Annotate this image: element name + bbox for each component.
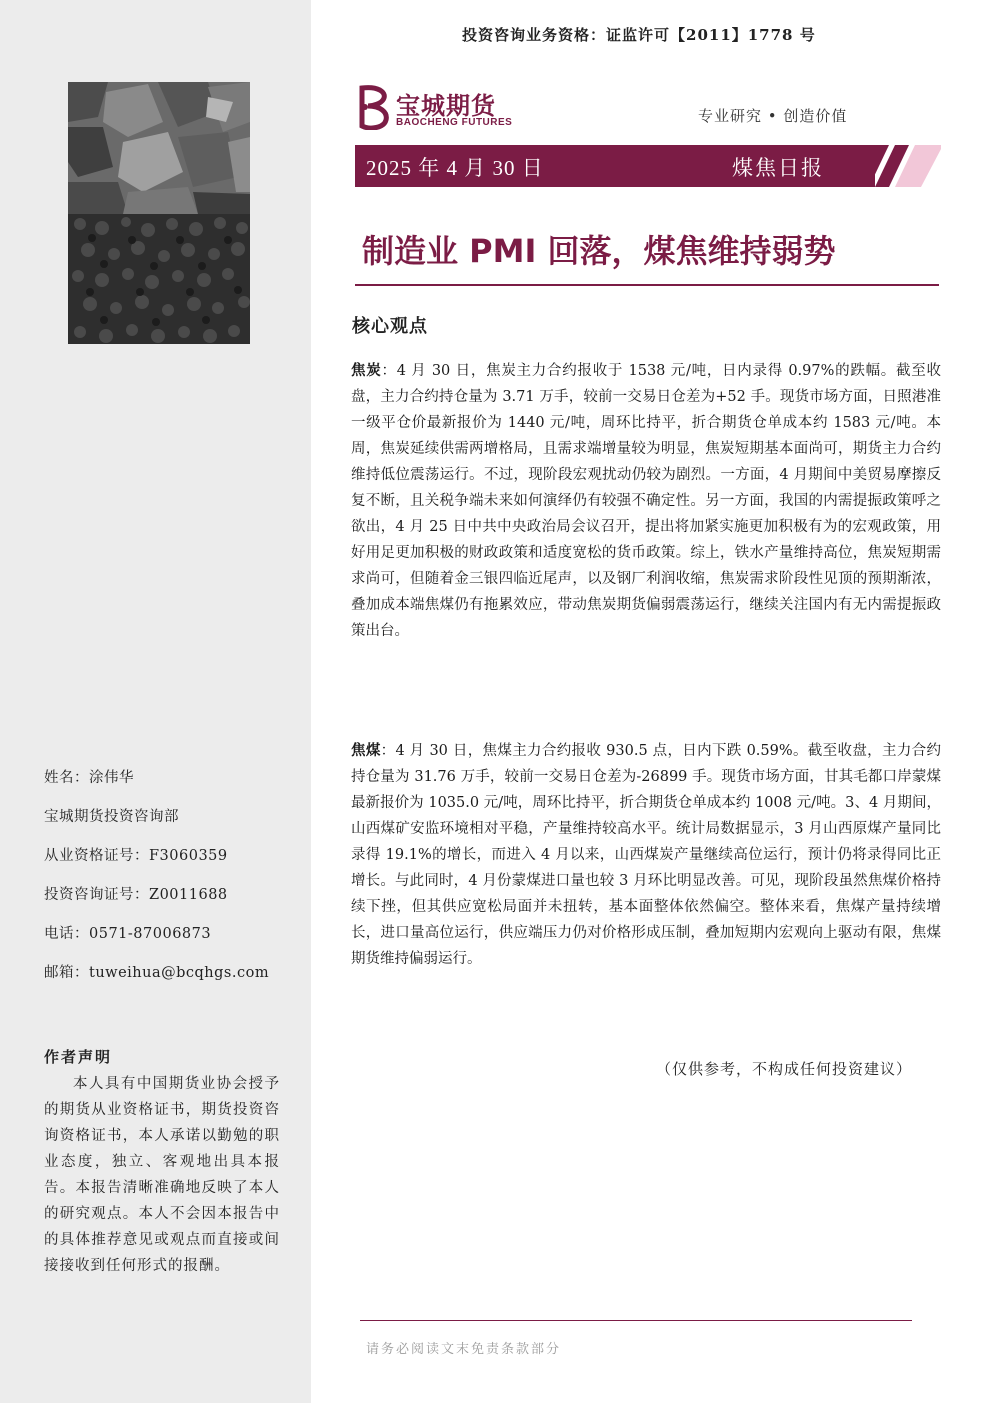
section-title: 核心观点 (352, 316, 428, 337)
headline: 制造业 PMI 回落，煤焦维持弱势 (362, 232, 836, 270)
author-email[interactable]: 邮箱：tuweihua@bcqhgs.com (44, 965, 270, 981)
report-type: 煤焦日报 (732, 156, 824, 180)
coal-photo-top (68, 82, 250, 214)
author-phone: 电话：0571-87006873 (44, 926, 212, 942)
author-name: 姓名：涂伟华 (44, 770, 134, 786)
report-date: 2025 年 4 月 30 日 (366, 156, 544, 180)
license-text: 投资咨询业务资格：证监许可【2011】1778 号 (462, 26, 816, 44)
headline-divider (355, 284, 939, 286)
coke-body: ：4 月 30 日，焦炭主力合约报收于 1538 元/吨，日内录得 0.97%的跌幅。截至收盘，主力合约持仓量为 3.71 万手，较前一交易日仓差为+52 手。现货市场方面，日照港准一级平仓价最新报价为 1440 元/吨，周环比持平，折合期货仓单成本约 1583 元/吨。本周，焦炭延续供需两增格局，且需求端增量较为明显，焦炭短期基本面尚可，期货主力合约维持低位震荡运行。不过，现阶段宏观扰动仍较为剧烈。一方面，4 月期间中美贸易摩擦反复不断，且关税争端未来如何演绎仍有较强不确定性。另一方面，我国的内需提振政策呼之欲出，4 月 25 日中共中央政治局会议召开，提出将加紧实施更加积极有为的宏观政策，用好用足更加积极的财政政策和适度宽松的货币政策。综上，铁水产量维持高位，焦炭短期需求尚可，但随着金三银四临近尾声，以及钢厂利润收缩，焦炭需求阶段性见顶的预期渐浓，叠加成本端焦煤仍有拖累效应，带动焦炭期货偏弱震荡运行，继续关注国内有无内需提振政策出台。 (351, 363, 941, 639)
brand-name-en: BAOCHENG FUTURES (396, 117, 513, 128)
statement-title: 作者声明 (44, 1048, 113, 1066)
brand-name-cn: 宝城期货 (396, 91, 496, 120)
footer-divider (360, 1320, 912, 1321)
coke-paragraph (351, 358, 941, 644)
coal-photo-bottom (68, 214, 250, 344)
disclaimer-note: （仅供参考，不构成任何投资建议） (656, 1060, 913, 1078)
brand-mark-icon (356, 84, 392, 130)
coking-coal-paragraph (351, 738, 941, 972)
brand-logo (356, 84, 526, 132)
consulting-cert-number: 投资咨询证号：Z0011688 (44, 887, 228, 903)
statement-body: 本人具有中国期货业协会授予的期货从业资格证书，期货投资咨询资格证书，本人承诺以勤勉的职业态度，独立、客观地出具本报告。本报告清晰准确地反映了本人的研究观点。本人不会因本报告中的具体推荐意见或观点而直接或间接接收到任何形式的报酬。 (44, 1076, 280, 1274)
coal-body: ：4 月 30 日，焦煤主力合约报收 930.5 点，日内下跌 0.59%。截至收盘，主力合约持仓量为 31.76 万手，较前一交易日仓差为-26899 手。现货市场方面，甘其毛都口岸蒙煤最新报价为 1035.0 元/吨，周环比持平，折合期货仓单成本约 1008 元/吨。3、4 月期间，山西煤矿安监环境相对平稳，产量维持较高水平。统计局数据显示，3 月山西原煤产量同比录得 19.1%的增长，而进入 4 月以来，山西煤炭产量继续高位运行，预计仍将录得同比正增长。与此同时，4 月份蒙煤进口量也较 3 月环比明显改善。可见，现阶段虽然焦煤价格持续下挫，但其供应宽松局面并未扭转，基本面整体依然偏空。整体来看，焦煤产量持续增长，进口量高位运行，供应端压力仍对价格形成压制，叠加短期内宏观向上驱动有限，焦煤期货维持偏弱运行。 (351, 743, 941, 967)
footer-disclaimer-link: 请务必阅读文末免责条款部分 (366, 1342, 562, 1357)
decorative-stripes (855, 145, 941, 187)
author-department: 宝城期货投资咨询部 (44, 809, 179, 825)
coal-lead: 焦煤 (351, 742, 381, 759)
coke-lead: 焦炭 (351, 362, 382, 379)
slogan: 专业研究 • 创造价值 (698, 107, 848, 125)
qualification-number: 从业资格证号：F3060359 (44, 848, 228, 864)
